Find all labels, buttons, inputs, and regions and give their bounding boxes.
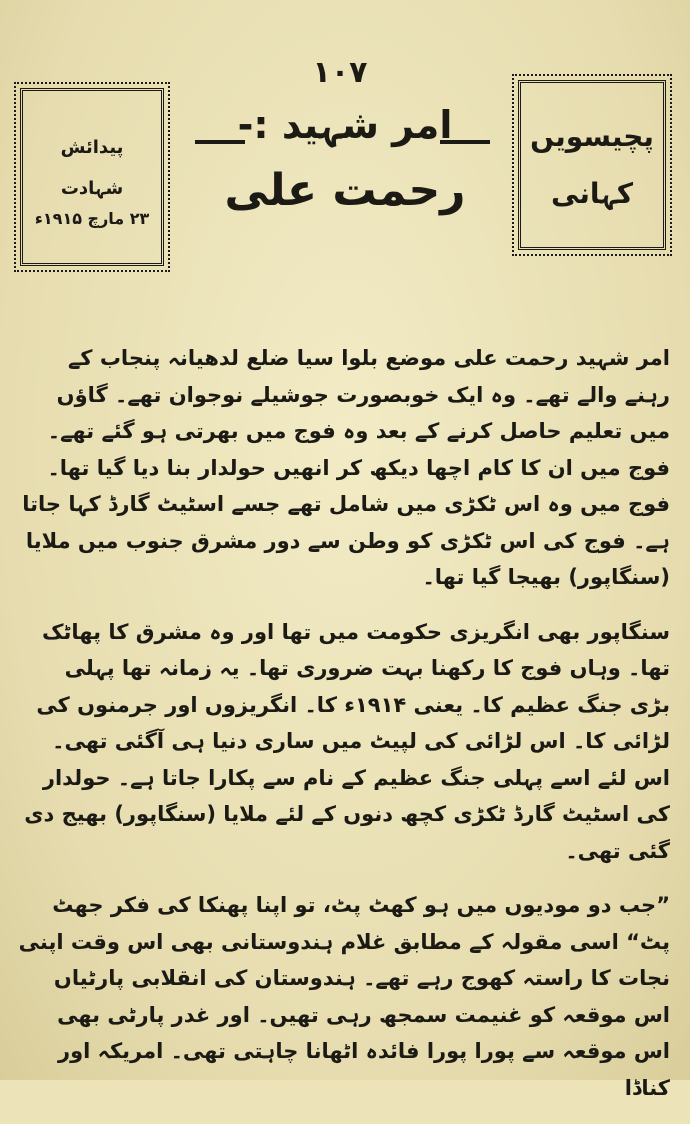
story-ordinal: پچیسویں <box>530 120 654 153</box>
title-line-1: امر شہید :- <box>237 103 453 147</box>
martyrdom-date: ۲۳ مارچ ۱۹۱۵ء <box>34 208 150 228</box>
paragraph-3: ”جب دو مودیوں میں ہو کھٹ پٹ، تو اپنا پھنکا کی فکر جھٹ پٹ“ اسی مقولہ کے مطابق غلام ہندوستانی بھی اس وقت اپنی نجات کا راستہ کھوج رہے تھے۔ ہندوستان کی انقلابی پارٹیاں اس موقعہ کو غنیمت سمجھ رہی تھیں۔ اور غدر پارٹی بھی اس موقعہ سے پورا پورا فائدہ اٹھانا چاہتی تھی۔ امریکہ اور کناڈا <box>18 893 670 1100</box>
paragraph-2: سنگاپور بھی انگریزی حکومت میں تھا اور وہ مشرق کا پھاٹک تھا۔ وہاں فوج کا رکھنا بہت ضروری تھا۔ یہ زمانہ تھا پہلی بڑی جنگ عظیم کا۔ یعنی ۱۹۱۴ء کا۔ انگریزوں اور جرمنوں کی لڑائی کا۔ اس لڑائی کی لپیٹ میں ساری دنیا ہی آگئی تھی۔ اس لئے اسے پہلی جنگ عظیم کے نام سے پکارا جاتا ہے۔ حولدار کی اسٹیٹ گارڈ ٹکڑی کچھ دنوں کے لئے ملایا (سنگاپور) بھیج دی گئی تھی۔ <box>24 619 670 863</box>
birth-label: پیدائش <box>60 136 124 158</box>
martyrdom-label: شہادت <box>60 177 124 199</box>
chapter-title <box>180 95 510 275</box>
martyrdom-info-box <box>20 88 164 266</box>
page-number: ۱۰۷ <box>312 55 368 90</box>
paragraph-1: امر شہید رحمت علی موضع بلوا سیا ضلع لدھیانہ پنجاب کے رہنے والے تھے۔ وہ ایک خوبصورت جوشیلے نوجوان تھے۔ گاؤں میں تعلیم حاصل کرنے کے بعد وہ فوج میں بھرتی ہو گئے تھے۔ فوج میں ان کا کام اچھا دیکھ کر انھیں حولدار بنا دیا گیا تھا۔ فوج میں وہ اس ٹکڑی میں شامل تھے جسے اسٹیٹ گارڈ کہا جاتا ہے۔ فوج کی اس ٹکڑی کو وطن سے دور مشرق جنوب میں ملایا (سنگاپور) بھیجا گیا تھا۔ <box>22 346 670 589</box>
body-text <box>18 340 670 1124</box>
story-label: کہانی <box>550 177 634 210</box>
story-number-box <box>518 80 666 250</box>
title-line-2: رحمت علی <box>224 165 466 216</box>
